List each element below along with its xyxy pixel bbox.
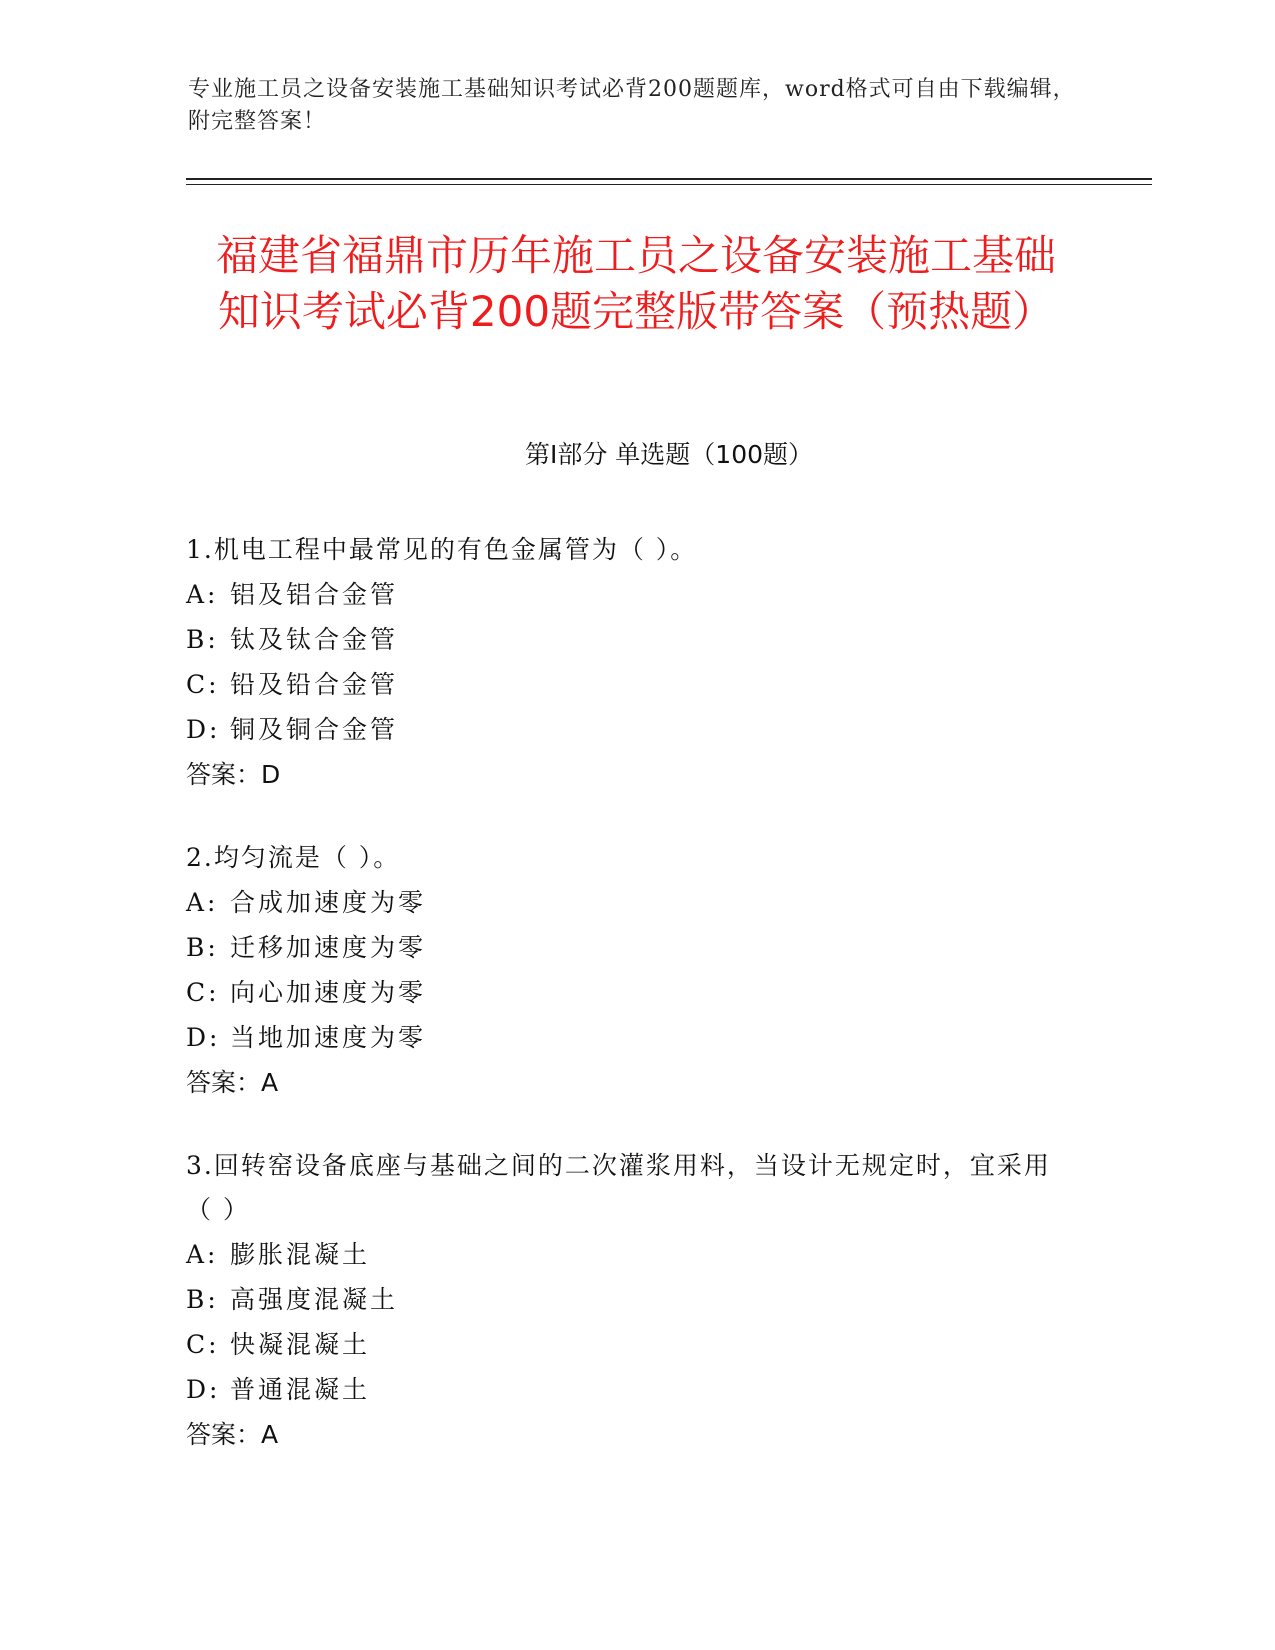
question-1 [186,528,1066,798]
option-key: D: [186,1023,221,1052]
question-stem: 2.均匀流是（ ）。 [186,843,401,872]
answer-line: 答案：D [186,760,281,789]
option-b [186,617,1066,662]
option-a [186,880,1066,925]
option-text: 向心加速度为零 [230,978,427,1007]
option-d [186,1367,1066,1412]
option-key: C: [186,670,220,699]
option-key: B: [186,625,219,654]
option-key: B: [186,1285,219,1314]
option-text: 膨胀混凝土 [230,1240,371,1269]
option-key: D: [186,715,221,744]
option-c [186,1322,1066,1367]
document-title: 福建省福鼎市历年施工员之设备安装施工基础知识考试必背200题完整版带答案（预热题） [215,231,1056,336]
option-c [186,970,1066,1015]
header-rule-thick [186,178,1152,180]
question-3 [186,1144,1066,1458]
option-d [186,707,1066,752]
question-list [186,528,1066,1496]
option-text: 铅及铅合金管 [230,670,399,699]
option-text: 当地加速度为零 [230,1023,427,1052]
question-stem: 1.机电工程中最常见的有色金属管为（ ）。 [186,535,698,564]
section-title: 第I部分 单选题（100题） [524,440,814,469]
option-c [186,662,1066,707]
option-text: 迁移加速度为零 [230,933,427,962]
answer-line: 答案：A [186,1068,279,1097]
option-text: 钛及钛合金管 [230,625,399,654]
option-text: 快凝混凝土 [230,1330,371,1359]
option-text: 铜及铜合金管 [230,715,399,744]
option-key: A: [186,888,219,917]
option-key: B: [186,933,219,962]
option-key: D: [186,1375,221,1404]
option-key: C: [186,1330,220,1359]
option-b [186,1277,1066,1322]
option-text: 普通混凝土 [230,1375,371,1404]
option-text: 高强度混凝土 [230,1285,399,1314]
option-d [186,1015,1066,1060]
option-a [186,572,1066,617]
header-rule-thin [186,184,1152,185]
option-key: C: [186,978,220,1007]
option-b [186,925,1066,970]
question-2 [186,836,1066,1106]
answer-line: 答案：A [186,1420,279,1449]
option-key: A: [186,580,219,609]
question-stem: 3.回转窑设备底座与基础之间的二次灌浆用料，当设计无规定时，宜采用（ ） [186,1151,1051,1224]
option-key: A: [186,1240,219,1269]
header-note: 专业施工员之设备安装施工基础知识考试必背200题题库，word格式可自由下载编辑，附完整答案！ [188,77,1076,134]
option-a [186,1232,1066,1277]
option-text: 铝及铝合金管 [230,580,399,609]
option-text: 合成加速度为零 [230,888,427,917]
